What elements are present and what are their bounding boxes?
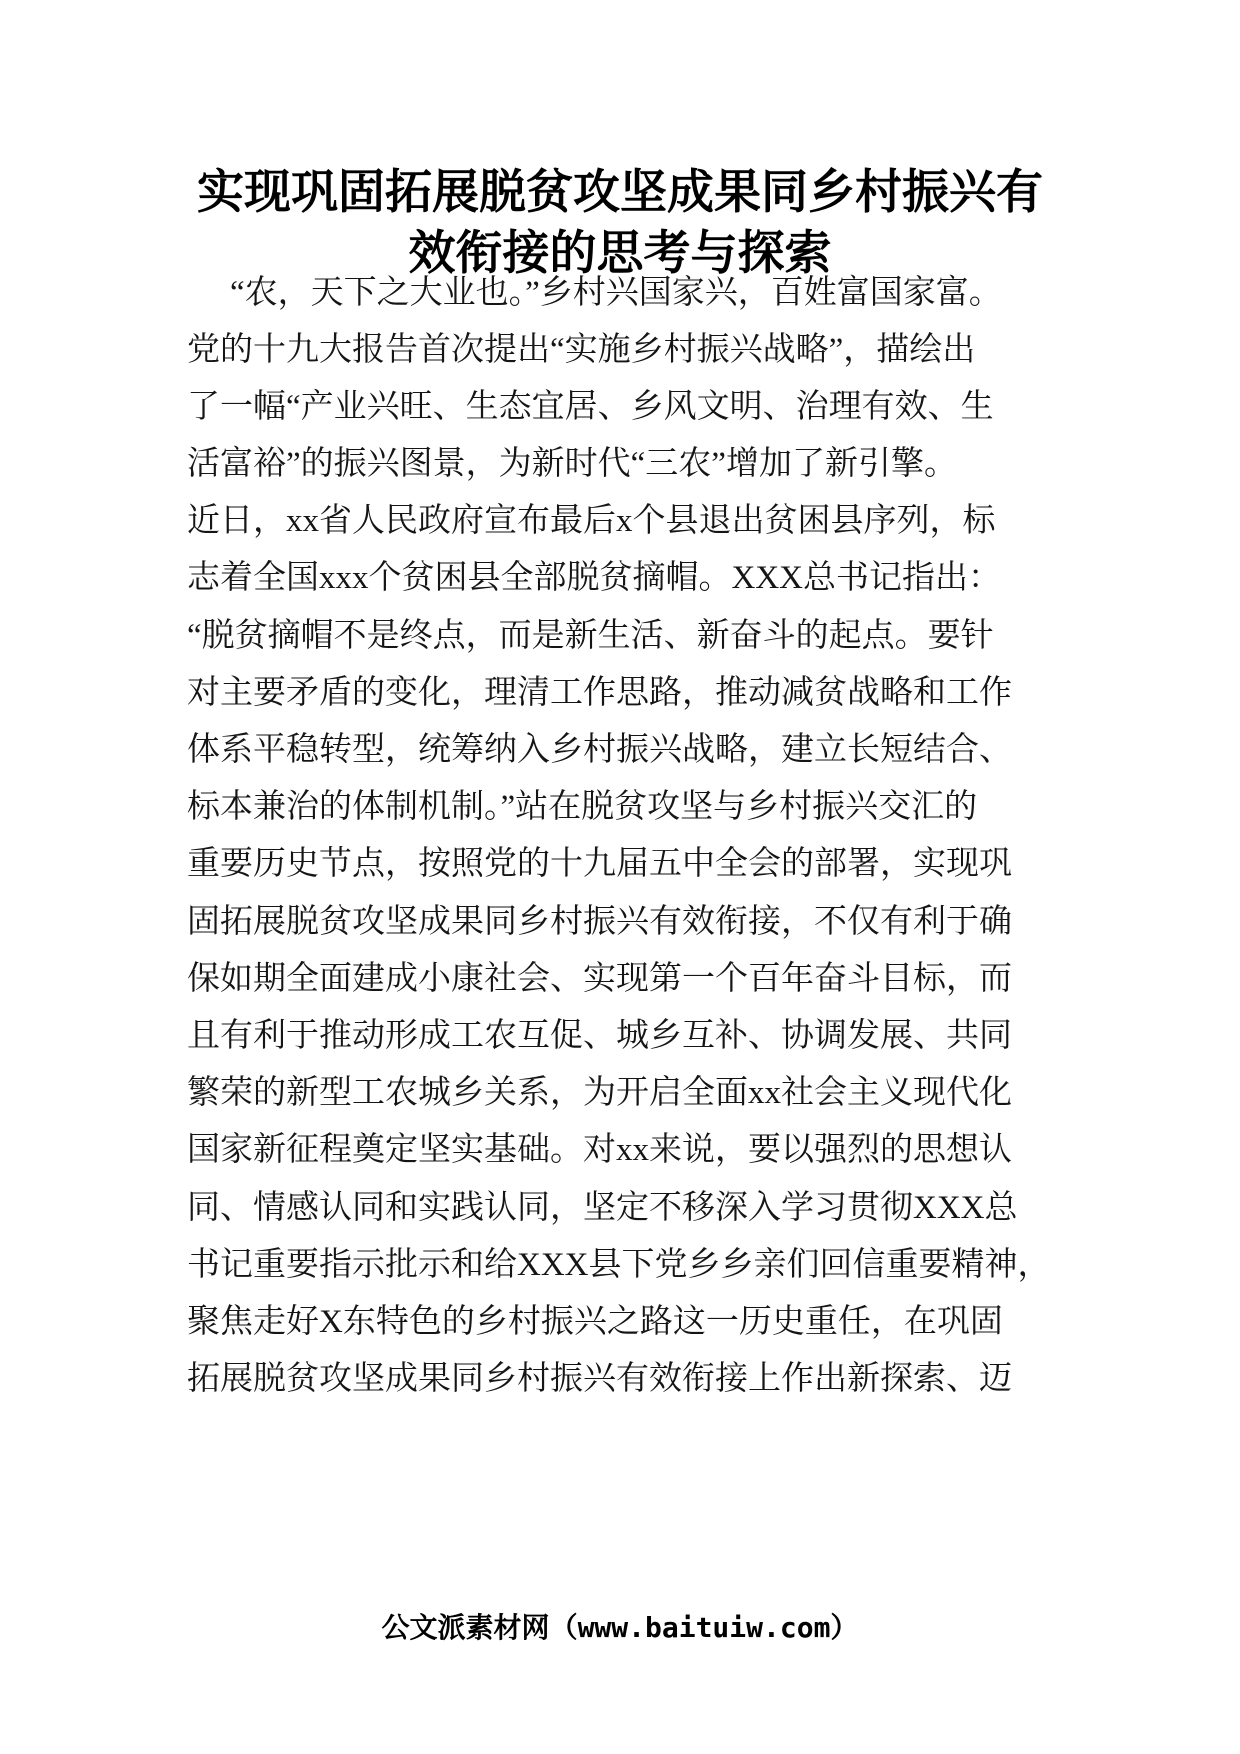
- body-line-5: 近日，xx省人民政府宣布最后x个县退出贫困县序列，标: [187, 503, 996, 539]
- body-line-3: 了一幅“产业兴旺、生态宜居、乡风文明、治理有效、生: [187, 389, 994, 425]
- footer-watermark: [0, 1606, 1240, 1650]
- body-line-20: 拓展脱贫攻坚成果同乡村振兴有效衔接上作出新探索、迈: [187, 1361, 1012, 1397]
- body-line-14: 且有利于推动形成工农互促、城乡互补、协调发展、共同: [187, 1018, 1012, 1054]
- body-line-15: 繁荣的新型工农城乡关系，为开启全面xx社会主义现代化: [187, 1075, 1012, 1111]
- document-title-line-1: 实现巩固拓展脱贫攻坚成果同乡村振兴有: [197, 165, 1043, 220]
- body-line-11: 重要历史节点，按照党的十九届五中全会的部署，实现巩: [187, 846, 1012, 882]
- body-line-12: 固拓展脱贫攻坚成果同乡村振兴有效衔接，不仅有利于确: [187, 904, 1012, 940]
- body-line-7: “脱贫摘帽不是终点，而是新生活、新奋斗的起点。要针: [187, 618, 994, 654]
- footer-site-name: 公文派素材网: [381, 1611, 550, 1644]
- body-line-10: 标本兼治的体制机制。”站在脱贫攻坚与乡村振兴交汇的: [187, 789, 978, 825]
- body-line-4: 活富裕”的振兴图景，为新时代“三农”增加了新引擎。: [187, 446, 957, 482]
- footer-url: （www.baituiw.com）: [549, 1611, 859, 1644]
- body-line-1: “农，天下之大业也。”乡村兴国家兴，百姓富国家富。: [230, 275, 1002, 311]
- body-line-18: 书记重要指示批示和给XXX县下党乡乡亲们回信重要精神，: [187, 1247, 1051, 1283]
- body-line-9: 体系平稳转型，统筹纳入乡村振兴战略，建立长短结合、: [187, 732, 1012, 768]
- document-title-line-2: 效衔接的思考与探索: [408, 226, 832, 281]
- body-line-6: 志着全国xxx个贫困县全部脱贫摘帽。XXX总书记指出：: [187, 560, 1001, 596]
- body-line-13: 保如期全面建成小康社会、实现第一个百年奋斗目标，而: [187, 961, 1012, 997]
- body-line-16: 国家新征程奠定坚实基础。对xx来说，要以强烈的思想认: [187, 1132, 1012, 1168]
- body-line-17: 同、情感认同和实践认同，坚定不移深入学习贯彻XXX总: [187, 1190, 1018, 1226]
- body-line-19: 聚焦走好X东特色的乡村振兴之路这一历史重任，在巩固: [187, 1304, 1003, 1340]
- body-line-8: 对主要矛盾的变化，理清工作思路，推动减贫战略和工作: [187, 675, 1012, 711]
- body-line-2: 党的十九大报告首次提出“实施乡村振兴战略”，描绘出: [187, 332, 976, 368]
